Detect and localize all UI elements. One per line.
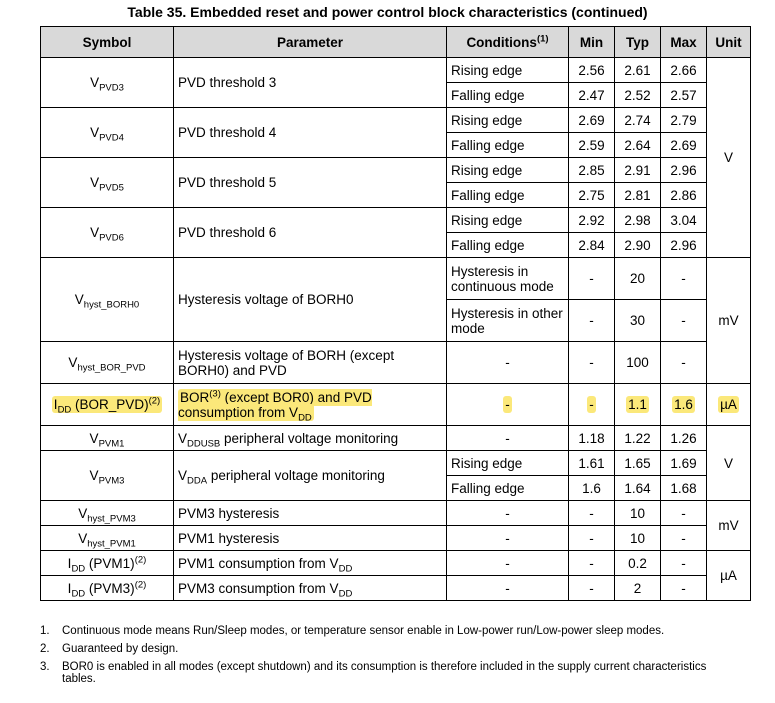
max-cell: 1.69	[661, 451, 707, 476]
header-min: Min	[569, 27, 615, 58]
max-cell: 2.79	[661, 108, 707, 133]
parameter-cell: $V_{DDA}$ peripheral voltage monitoring	[174, 451, 447, 501]
unit-cell: V	[707, 58, 751, 258]
table-row	[41, 451, 751, 476]
max-cell: -	[661, 258, 707, 300]
min-cell: 2.47	[569, 83, 615, 108]
header-typ: Typ	[615, 27, 661, 58]
footnote: 2. Guaranteed by design.	[40, 643, 179, 655]
typ-cell: 2	[615, 576, 661, 601]
condition-cell: Rising edge	[447, 208, 569, 233]
table-row	[41, 58, 751, 83]
condition-cell: Rising edge	[447, 451, 569, 476]
max-cell: 2.96	[661, 158, 707, 183]
min-cell: -	[569, 501, 615, 526]
max-cell: 2.69	[661, 133, 707, 158]
footnote: 1. Continuous mode means Run/Sleep modes, or temperature sensor enable in Low-power run/Low-power sleep modes.	[40, 625, 665, 637]
condition-cell: -	[447, 526, 569, 551]
symbol-cell: $V_{PVD3}$	[41, 58, 174, 108]
max-cell: 2.86	[661, 183, 707, 208]
table-row	[41, 526, 751, 551]
min-cell: -	[569, 258, 615, 300]
table-row	[41, 384, 751, 426]
header-parameter: Parameter	[174, 27, 447, 58]
min-cell: 1.6	[569, 476, 615, 501]
max-cell: 3.04	[661, 208, 707, 233]
min-cell: -	[569, 384, 615, 426]
max-cell: -	[661, 501, 707, 526]
min-cell: 2.75	[569, 183, 615, 208]
min-cell: -	[569, 342, 615, 384]
condition-cell: -	[447, 576, 569, 601]
max-cell: -	[661, 300, 707, 342]
condition-cell: Hysteresis in continuous mode	[447, 258, 569, 300]
parameter-cell: Hysteresis voltage of BORH (except BORH0) and PVD	[174, 342, 447, 384]
max-cell: -	[661, 342, 707, 384]
condition-cell: Rising edge	[447, 108, 569, 133]
typ-cell: 2.61	[615, 58, 661, 83]
table-row	[41, 208, 751, 233]
table-row	[41, 342, 751, 384]
table-row	[41, 576, 751, 601]
condition-cell: Falling edge	[447, 133, 569, 158]
typ-cell: 10	[615, 501, 661, 526]
min-cell: 2.69	[569, 108, 615, 133]
typ-cell: 2.64	[615, 133, 661, 158]
symbol-cell: $V_{PVM3}$	[41, 451, 174, 501]
min-cell: -	[569, 526, 615, 551]
typ-cell: 2.81	[615, 183, 661, 208]
max-cell: 2.66	[661, 58, 707, 83]
header-conditions: Conditions$^{(1)}$	[447, 27, 569, 58]
parameter-cell: $V_{DDUSB}$ peripheral voltage monitoring	[174, 426, 447, 451]
condition-cell: -	[447, 384, 569, 426]
max-cell: 1.26	[661, 426, 707, 451]
typ-cell: 2.74	[615, 108, 661, 133]
parameter-cell: PVM1 hysteresis	[174, 526, 447, 551]
table-row	[41, 158, 751, 183]
symbol-cell: $I_{DD}$ $(PVM3)^{(2)}$	[41, 576, 174, 601]
header-max: Max	[661, 27, 707, 58]
unit-cell: µA	[707, 384, 751, 426]
min-cell: 2.92	[569, 208, 615, 233]
parameter-cell: PVM3 hysteresis	[174, 501, 447, 526]
condition-cell: Falling edge	[447, 183, 569, 208]
typ-cell: 0.2	[615, 551, 661, 576]
header-unit: Unit	[707, 27, 751, 58]
min-cell: -	[569, 576, 615, 601]
symbol-cell: $V_{PVD5}$	[41, 158, 174, 208]
max-cell: 1.6	[661, 384, 707, 426]
table-row	[41, 108, 751, 133]
parameter-cell: PVD threshold 5	[174, 158, 447, 208]
parameter-cell: PVM3 consumption from $V_{DD}$	[174, 576, 447, 601]
typ-cell: 1.65	[615, 451, 661, 476]
typ-cell: 1.1	[615, 384, 661, 426]
condition-cell: Rising edge	[447, 158, 569, 183]
condition-cell: Falling edge	[447, 476, 569, 501]
min-cell: 2.85	[569, 158, 615, 183]
min-cell: 2.59	[569, 133, 615, 158]
typ-cell: 20	[615, 258, 661, 300]
typ-cell: 2.90	[615, 233, 661, 258]
condition-cell: -	[447, 501, 569, 526]
condition-cell: Rising edge	[447, 58, 569, 83]
max-cell: 2.96	[661, 233, 707, 258]
typ-cell: 1.64	[615, 476, 661, 501]
typ-cell: 10	[615, 526, 661, 551]
footnotes	[40, 625, 740, 691]
characteristics-table	[40, 26, 751, 601]
symbol-cell: $V_{hyst\_BOR\_PVD}$	[41, 342, 174, 384]
min-cell: 1.61	[569, 451, 615, 476]
max-cell: -	[661, 526, 707, 551]
symbol-cell: $V_{hyst\_PVM3}$	[41, 501, 174, 526]
typ-cell: 1.22	[615, 426, 661, 451]
unit-cell: mV	[707, 258, 751, 384]
max-cell: -	[661, 576, 707, 601]
symbol-cell: $I_{DD}$ (BOR_PVD)$^{(2)}$	[41, 384, 174, 426]
condition-cell: Falling edge	[447, 233, 569, 258]
min-cell: -	[569, 300, 615, 342]
footnote: 3. BOR0 is enabled in all modes (except shutdown) and its consumption is therefore included in the supply current characteristics tables.	[40, 661, 707, 685]
table-row	[41, 501, 751, 526]
typ-cell: 2.98	[615, 208, 661, 233]
typ-cell: 100	[615, 342, 661, 384]
condition-cell: -	[447, 551, 569, 576]
condition-cell: Hysteresis in other mode	[447, 300, 569, 342]
parameter-cell: PVM1 consumption from $V_{DD}$	[174, 551, 447, 576]
symbol-cell: $V_{PVD6}$	[41, 208, 174, 258]
table-caption: Table 35. Embedded reset and power control block characteristics (continued)	[127, 4, 648, 20]
table-row	[41, 551, 751, 576]
parameter-cell: PVD threshold 4	[174, 108, 447, 158]
min-cell: 1.18	[569, 426, 615, 451]
symbol-cell: $V_{PVM1}$	[41, 426, 174, 451]
header-symbol: Symbol	[41, 27, 174, 58]
table-row	[41, 426, 751, 451]
typ-cell: 2.52	[615, 83, 661, 108]
parameter-cell: Hysteresis voltage of BORH0	[174, 258, 447, 342]
min-cell: 2.84	[569, 233, 615, 258]
parameter-cell: PVD threshold 3	[174, 58, 447, 108]
max-cell: -	[661, 551, 707, 576]
parameter-cell: PVD threshold 6	[174, 208, 447, 258]
table-row	[41, 258, 751, 300]
condition-cell: -	[447, 342, 569, 384]
parameter-cell: BOR$^{(3)}$ (except BOR0) and PVD consumption from $V_{DD}$	[174, 384, 447, 426]
symbol-cell: $V_{hyst\_PVM1}$	[41, 526, 174, 551]
min-cell: 2.56	[569, 58, 615, 83]
header-row	[41, 27, 751, 58]
symbol-cell: $V_{PVD4}$	[41, 108, 174, 158]
unit-cell: µA	[707, 551, 751, 601]
min-cell: -	[569, 551, 615, 576]
symbol-cell: $V_{hyst\_BORH0}$	[41, 258, 174, 342]
typ-cell: 2.91	[615, 158, 661, 183]
condition-cell: -	[447, 426, 569, 451]
unit-cell: V	[707, 426, 751, 501]
max-cell: 1.68	[661, 476, 707, 501]
typ-cell: 30	[615, 300, 661, 342]
max-cell: 2.57	[661, 83, 707, 108]
symbol-cell: $I_{DD}$ $(PVM1)^{(2)}$	[41, 551, 174, 576]
condition-cell: Falling edge	[447, 83, 569, 108]
unit-cell: mV	[707, 501, 751, 551]
